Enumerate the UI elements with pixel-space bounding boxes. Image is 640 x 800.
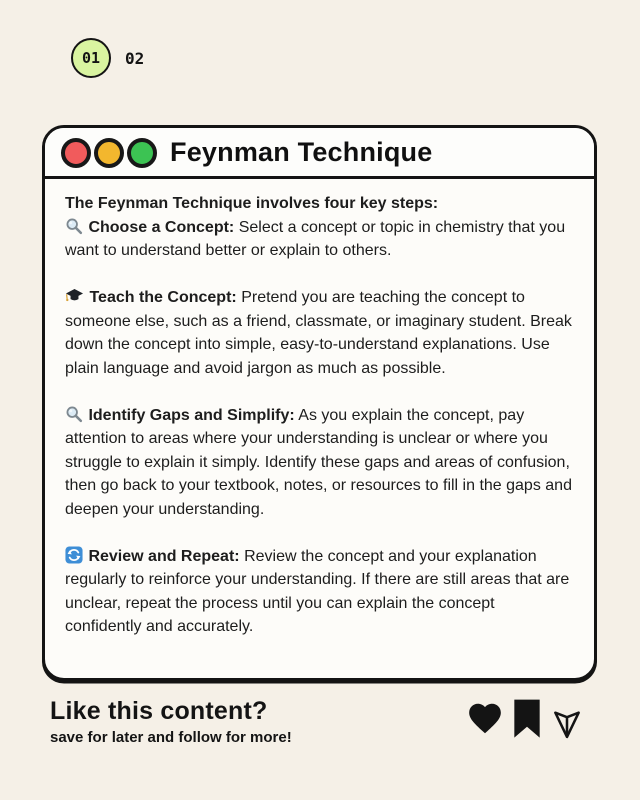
card-body — [45, 179, 594, 655]
footer-action-icons — [464, 697, 586, 739]
traffic-light-green-icon — [127, 138, 157, 168]
card-title: Feynman Technique — [170, 137, 433, 167]
magnifier-icon — [65, 404, 84, 428]
page-indicator-current[interactable] — [71, 38, 111, 78]
page-indicator-next[interactable]: 02 — [125, 48, 145, 68]
intro-line: The Feynman Technique involves four key steps: — [65, 195, 439, 212]
step-text: Select a concept or topic in chemistry that you want to understand better or explain to others. — [65, 218, 566, 259]
footer — [50, 697, 586, 746]
footer-heading: Like this content? — [50, 697, 268, 725]
step-text: As you explain the concept, pay attention to areas where your understanding is unclear or where you struggle to explain it simply. Identify these gaps and areas of confusion, then go back to your textbook, notes, or resources to fill in the gaps and deepen your understanding. — [65, 406, 572, 518]
footer-subheading: save for later and follow for more! — [50, 729, 292, 746]
carousel-pagination — [71, 38, 144, 78]
heart-icon[interactable] — [464, 699, 506, 737]
step-label: Review and Repeat: — [88, 547, 240, 565]
page-number-current: 01 — [81, 49, 101, 67]
magnifier-icon — [65, 216, 84, 240]
traffic-light-yellow-icon — [94, 138, 124, 168]
traffic-light-red-icon — [61, 138, 91, 168]
step-text: Pretend you are teaching the concept to someone else, such as a friend, classmate, or imaginary student. Break down the concept into simple, easy-to-understand explanations. Use plain language and avoid jargon as much as possible. — [65, 289, 572, 377]
step-label: Teach the Concept: — [89, 289, 237, 306]
refresh-icon — [65, 545, 84, 569]
step-teach-concept — [65, 286, 574, 380]
bookmark-icon[interactable] — [511, 699, 543, 739]
step-label: Choose a Concept: — [88, 218, 235, 236]
step-choose-concept — [65, 216, 574, 263]
card-header — [45, 128, 594, 179]
share-icon[interactable] — [548, 699, 586, 739]
step-review-repeat — [65, 545, 574, 639]
feynman-technique-card — [42, 125, 597, 681]
graduation-cap-icon — [65, 286, 85, 310]
footer-text — [50, 697, 292, 746]
step-identify-gaps — [65, 404, 574, 522]
step-text: Review the concept and your explanation regularly to reinforce your understanding. If there are still areas that are unclear, repeat the process until you can explain the concept confidently and accurately. — [65, 547, 570, 635]
step-label: Identify Gaps and Simplify: — [88, 406, 295, 424]
